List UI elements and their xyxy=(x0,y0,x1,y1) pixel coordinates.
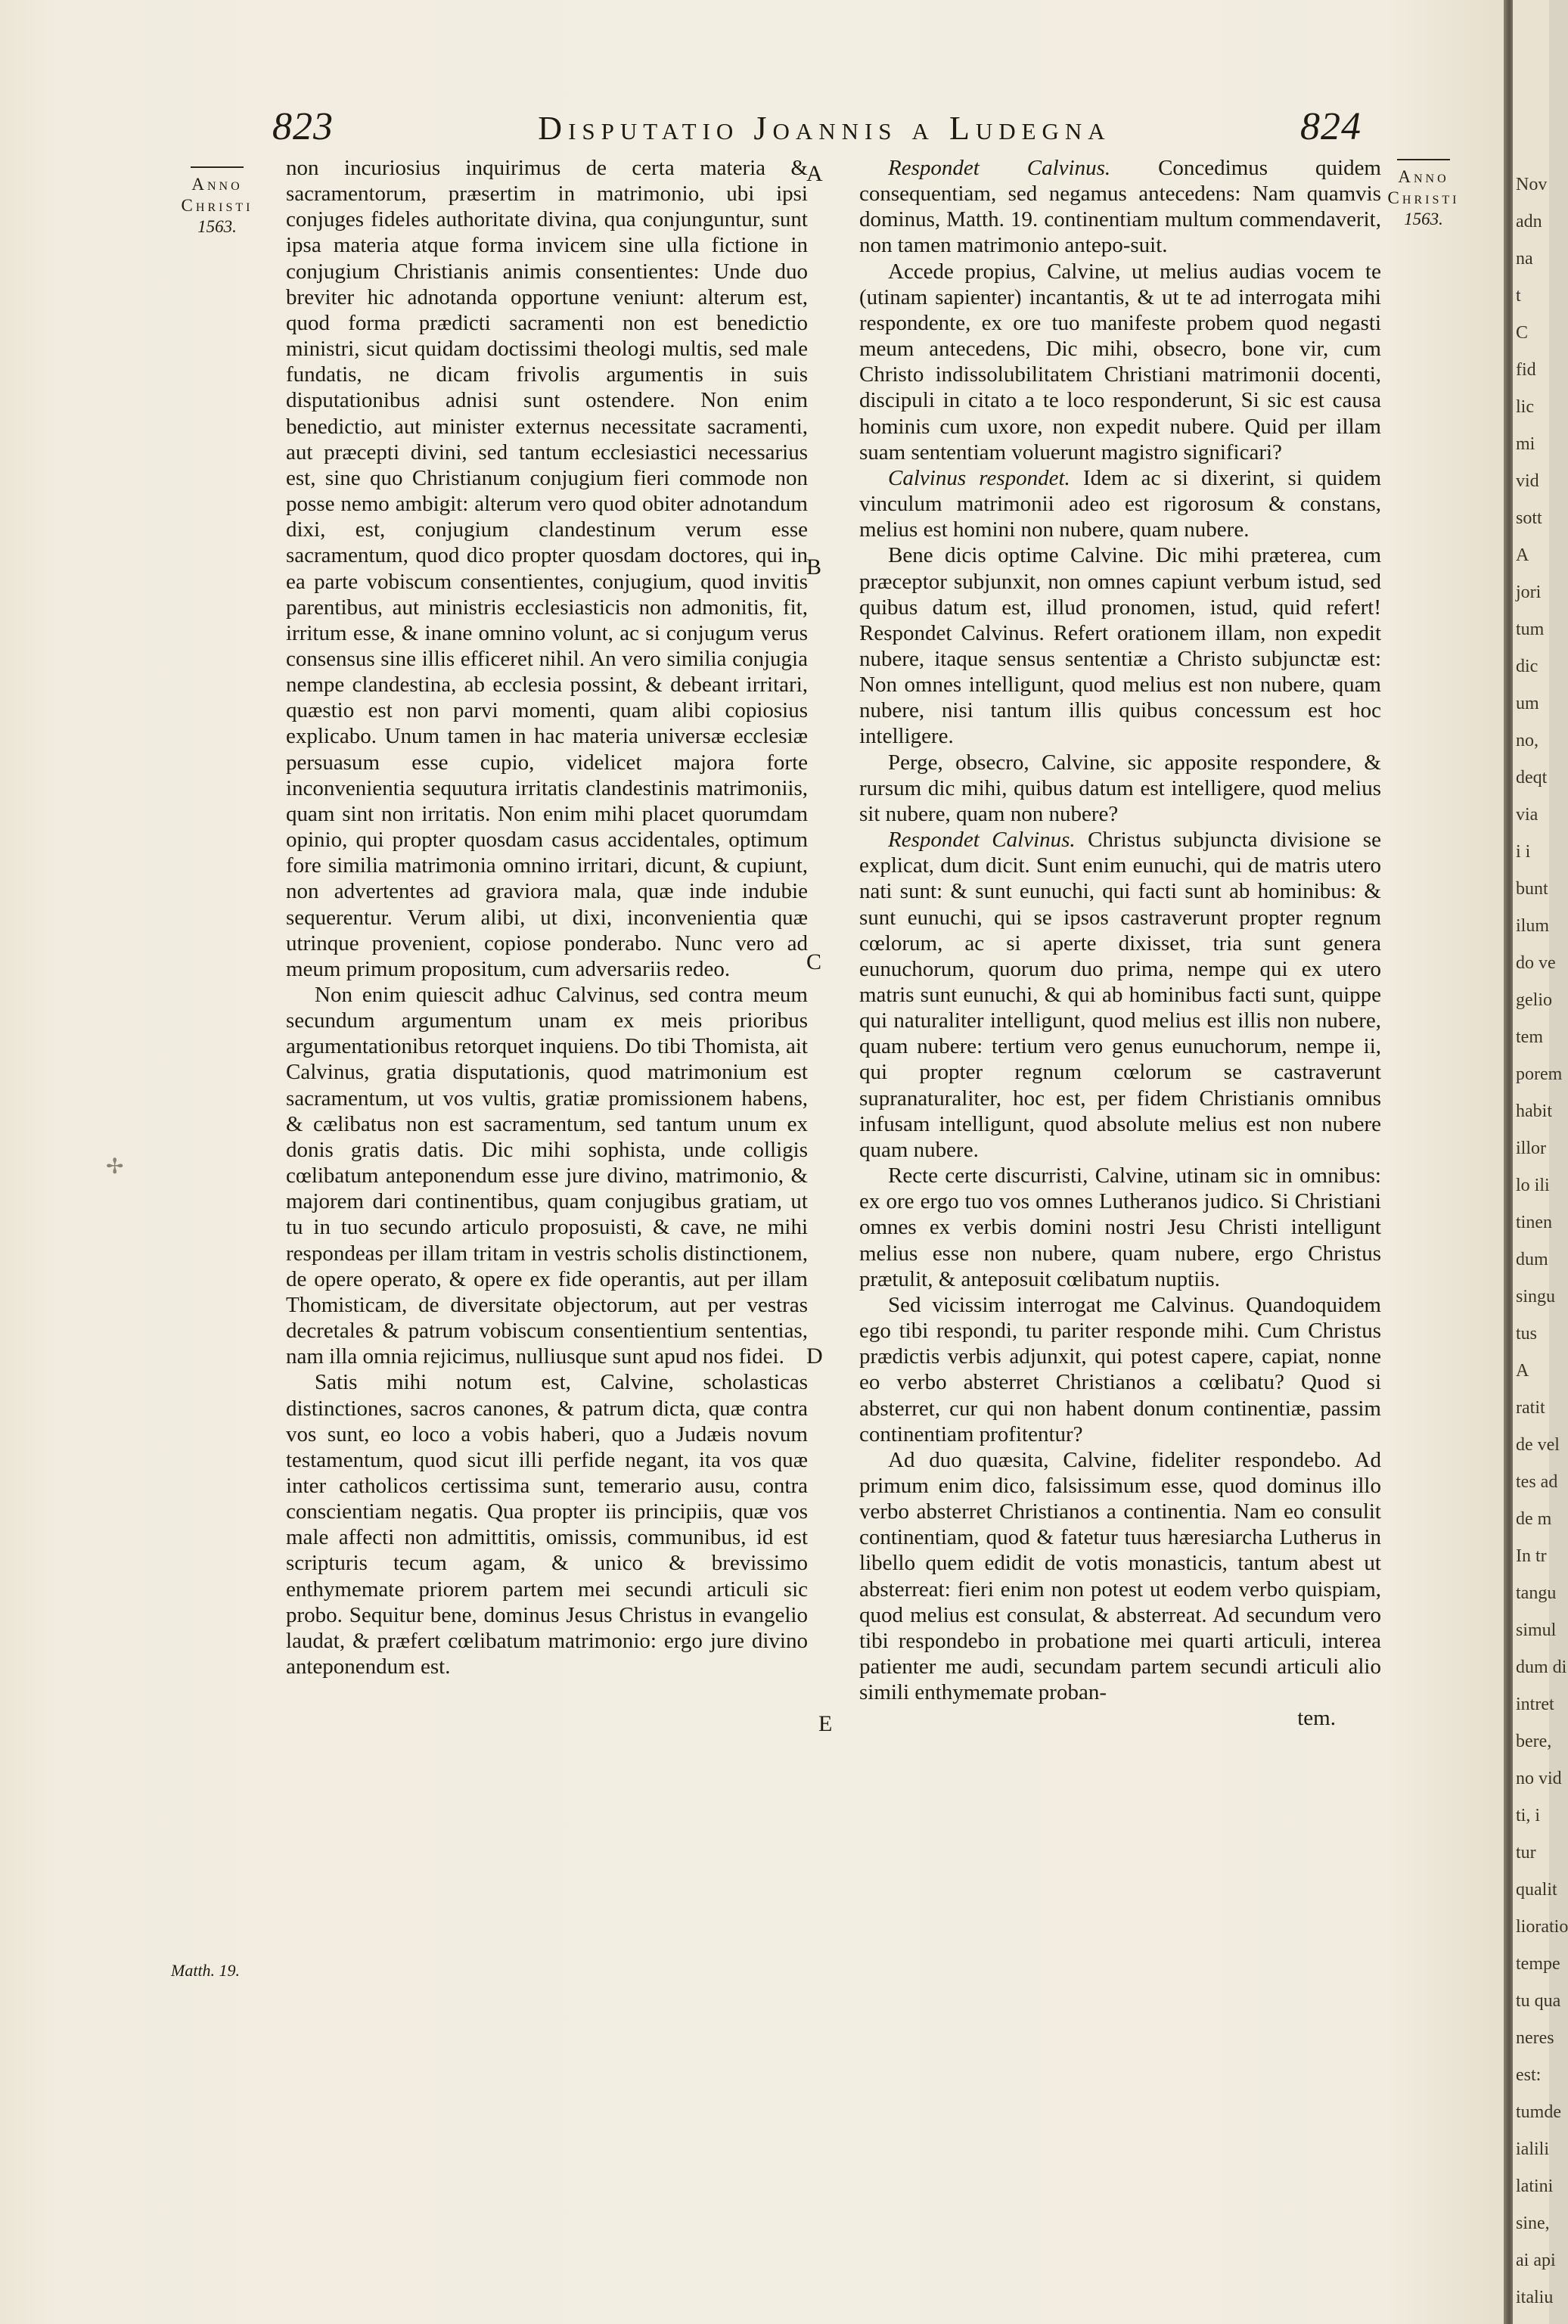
facing-page-fragment: ratit xyxy=(1516,1398,1545,1418)
facing-page-fragment: ilum xyxy=(1516,916,1550,936)
facing-page-fragment: In tr xyxy=(1516,1546,1547,1566)
page-header xyxy=(272,104,1362,157)
facing-page-fragment: Nov xyxy=(1516,175,1548,194)
facing-page-fragment: tes ad xyxy=(1516,1472,1558,1492)
facing-page-fragment: singu xyxy=(1516,1287,1556,1306)
facing-page-fragment: sott xyxy=(1516,508,1542,528)
margin-anno-left: Anno xyxy=(191,175,243,194)
margin-christi-left: Christi xyxy=(181,196,253,215)
facing-page-fragment: via xyxy=(1516,805,1539,825)
text-column-right xyxy=(859,155,1381,1732)
facing-page-edge xyxy=(1513,0,1568,2324)
paragraph-text: Idem ac si dixerint, si quidem vinculum matrimonii adeo est rigorosum & constans, melius est homini non nubere, quam nubere. xyxy=(859,465,1381,542)
paragraph-text: Accede propius, Calvine, ut melius audias vocem te (utinam sapienter) incantantis, & ut te ad interrogata mihi respondente, ex ore tuo manifeste probem quod negasti meum antecedens, Dic mihi, obsecro, bone vir, cum Christo indissolubilitatem Christiani matrimonii docenti, discipuli in citato a te loco responderunt, Si sic est causa hominis cum uxore, non expedit nubere. Quid per illam suam sententiam voluerunt magistro significari? xyxy=(859,259,1381,464)
section-letter-b: B xyxy=(806,555,822,579)
ink-mark: ✢ xyxy=(106,1154,124,1179)
book-spine xyxy=(1504,0,1513,2324)
margin-anno-right: Anno xyxy=(1398,167,1449,186)
paragraph-text: Sed vicissim interrogat me Calvinus. Quandoquidem ego tibi respondi, tu pariter responde mihi. Cum Christus prædictis verbis adjunxit, qui potest capere, capiat, nonne eo verbo absterret Christianos a cœlibatu? Quod si absterret, cur qui non habent donum continentiæ, passim continentiam profitentur? xyxy=(859,1292,1381,1446)
running-title: Disputatio Joannis a Ludegna xyxy=(538,110,1111,147)
margin-year-left-value: 1563. xyxy=(197,217,237,236)
facing-page-fragment: tangu xyxy=(1516,1583,1557,1603)
right-paragraph xyxy=(859,1705,1381,1731)
margin-rule-right xyxy=(1397,159,1450,160)
left-paragraph: non incuriosius inquirimus de certa materia & sacramentorum, præsertim in matrimonio, ubi ipsi conjuges fideles authoritate divina, qua conjunguntur, sunt ipsa materia atque forma invicem sine ulla fictione in conjugium Christianis animis consentientes: Unde duo breviter hic adnotanda opportune veniunt: alterum est, quod forma prædicti sacramenti non est benedictio ministri, sicut quidam doctissimi theologi multis, sed male fundatis, ne dicam frivolis argumentis in suis disputationibus adnisi sunt ostendere. Non enim benedictio, aut minister externus necessitate sacramenti, aut præcepti divini, sed tantum ecclesiastici necessarius est, sine quo Christianum conjugium fieri commode non posse nemo ambigit: alterum vero quod obiter adnotandum dixi, est, conjugium clandestinum verum esse sacramentum, quod dico propter quosdam doctores, qui in ea parte vobiscum consentientes, conjugium, quod invitis parentibus, aut ministris ecclesiasticis non admonitis, fit, irritum esse, & inane omnino volunt, ac si conjugum verus consensus sine illis efficeret nihil. An vero similia conjugia nempe clandestina, ab ecclesia possint, & debeant irritari, quæstio est non parvi momenti, quam alibi copiosius explicabo. Unum tamen in hac materia universæ ecclesiæ persuasum esse cupio, videlicet majora forte inconvenientia sequutura irritatis clandestinis matrimoniis, quam sint non irritatis. Non enim mihi placet quorumdam opinio, qui propter quosdam casus accidentales, optimum fore similia matrimonia omnino irritari, dicunt, & cupiunt, non advertentes ad graviora mala, quæ inde indubie sequerentur. Verum alibi, ut dixi, inconvenientia quæ utrinque provenient, copiose ponderabo. Nunc vero ad meum primum propositum, cum adversariis redeo. xyxy=(286,156,808,981)
right-paragraph xyxy=(859,542,1381,749)
facing-page-fragment: um xyxy=(1516,694,1539,713)
facing-page-fragment: tumde xyxy=(1516,2102,1561,2122)
facing-page-fragment: dum xyxy=(1516,1250,1548,1269)
facing-page-fragment: tinen xyxy=(1516,1213,1552,1232)
facing-page-fragment: tempe xyxy=(1516,1954,1560,1974)
facing-page-fragment: bunt xyxy=(1516,879,1548,899)
margin-year-right-value: 1563. xyxy=(1404,210,1443,228)
facing-page-fragment: latini xyxy=(1516,2176,1554,2196)
margin-scripture-reference: Matth. 19. xyxy=(171,1961,241,1980)
right-paragraph xyxy=(859,1447,1381,1706)
facing-page-fragment: sine, xyxy=(1516,2214,1550,2233)
section-letter-d: D xyxy=(806,1344,823,1369)
facing-page-fragment: no vid xyxy=(1516,1769,1562,1788)
facing-page-fragment: simul xyxy=(1516,1620,1557,1640)
section-letter-e: E xyxy=(818,1711,833,1736)
facing-page-fragment: tum xyxy=(1516,620,1545,639)
facing-page-fragment: lo ili xyxy=(1516,1176,1550,1195)
facing-page-fragment: vid xyxy=(1516,471,1539,491)
facing-page-fragment: bere, xyxy=(1516,1732,1552,1751)
facing-page-fragment: tu qua xyxy=(1516,1991,1561,2011)
facing-page-fragment: fid xyxy=(1516,360,1536,380)
paragraph-text: Perge, obsecro, Calvine, sic apposite respondere, & rursum dic mihi, quibus datum est intelligere, quod melius sit nubere, quam non nubere? xyxy=(859,750,1381,826)
facing-page-fragment: italiu xyxy=(1516,2288,1554,2307)
section-letter-c: C xyxy=(806,949,822,974)
paragraph-text: Bene dicis optime Calvine. Dic mihi præterea, cum præceptor subjunxit, non omnes capiunt verbum istud, sed quibus datum est, illud pronomen, istud, quid refert! Respondet Calvinus. Refert orationem illam, non expedit nubere, itaque sensus sententiæ a Christo subjunctæ est: Non omnes intelligunt, quod melius est non nubere, quam nubere, nisi tantum illis quibus concessum est hoc intelligere. xyxy=(859,543,1381,749)
facing-page-fragment: qualit xyxy=(1516,1880,1557,1900)
margin-rule-left xyxy=(191,166,244,168)
paragraph-text: Concedimus quidem consequentiam, sed negamus antecedens: Nam quamvis dominus, Matth. 19. continentiam multum commendaverit, non tamen matrimonio antepo-suit. xyxy=(859,156,1381,258)
facing-page-fragment: dum di xyxy=(1516,1658,1567,1677)
facing-page-fragment: no, xyxy=(1516,731,1539,750)
page-number-left: 823 xyxy=(272,105,334,148)
speaker-lead: Respondet Calvinus. xyxy=(888,156,1111,180)
facing-page-fragment: ialili xyxy=(1516,2139,1549,2159)
facing-page-fragment: adn xyxy=(1516,212,1542,231)
right-paragraph xyxy=(859,259,1381,465)
facing-page-fragment: tur xyxy=(1516,1843,1536,1863)
left-paragraph: Non enim quiescit adhuc Calvinus, sed contra meum secundum argumentum unam ex meis prioribus argumentationibus retorquet inquiens. Do tibi Thomista, ait Calvinus, gratia disputationis, quod matrimonium est sacramentum, ut vos vultis, gratiæ promissionem habens, & cælibatus non est sacramentum, sed tantum unum ex donis gratis datis. Dic mihi sophista, unde colligis cœlibatum anteponendum esse jure divino, matrimonio, & majorem dari continentibus, quam conjugibus gratiam, ut tu in tuo secundo articulo proposuisti, & cave, ne mihi respondeas per illam tritam in vestris scholis distinctionem, de opere operato, & opere ex fide operantis, aut per illam Thomisticam, de diversitate objectorum, aut per vestras decretales & patrum vobiscum consentientium sententias, nam illa omnia rejicimus, nulliusque sunt apud nos fidei. xyxy=(286,983,808,1369)
facing-page-fragment: lioratio xyxy=(1516,1917,1568,1937)
facing-page-fragment: na xyxy=(1516,249,1533,269)
facing-page-fragment: de vel xyxy=(1516,1435,1560,1455)
facing-page-fragment: gelio xyxy=(1516,990,1552,1010)
facing-page-fragment: ti, i xyxy=(1516,1806,1541,1825)
speaker-lead: Calvinus respondet. xyxy=(888,465,1070,490)
page-number-right: 824 xyxy=(1300,105,1362,148)
facing-page-fragment: de m xyxy=(1516,1509,1552,1529)
right-paragraph xyxy=(859,827,1381,1163)
paragraph-text: tem. xyxy=(1297,1706,1336,1731)
paragraph-text: Christus subjuncta divisione se explicat, dum dicit. Sunt enim eunuchi, qui de matris utero nati sunt: & sunt eunuchi, qui facti sunt ab hominibus: & sunt eunuchi, qui se ipsos castraverunt propter regnum cœlorum, ac si aperte dixisset, tria sunt genera eunuchorum, quorum duo prima, nempe qui ex utero matris sunt eunuchi, & qui ab hominibus facti sunt, quippe qui naturaliter intelligunt, quod melius est illis non nubere, quam nubere: tertium vero genus eunuchorum, nempe ii, qui propter regnum cœlorum se castraverunt supranaturaliter, hoc est, per fidem Christianis omnibus infusam intelligunt, quod absolute melius est non nubere quam nubere. xyxy=(859,828,1381,1162)
facing-page-fragment: do ve xyxy=(1516,953,1556,973)
paragraph-text: Ad duo quæsita, Calvine, fideliter respondebo. Ad primum enim dico, falsissimum esse, quod dominus illo verbo absterret Christianos a continentia. Nam eo consulit continentiam, quod & fatetur tuus hæresiarcha Lutherus in libello quem edidit de votis monasticis, tantum abest ut absterreat: fieri enim non potest ut eodem verbo quispiam, quod melius est consulat, & absterreat. Ad secundum vero tibi respondebo in probatione mei quarti articuli, interea patienter me audi, secundam partem secundi articuli alio simili enthymemate proban- xyxy=(859,1447,1381,1705)
facing-page-fragment: illor xyxy=(1516,1139,1546,1158)
facing-page-fragment: intret xyxy=(1516,1695,1554,1714)
facing-page-fragment: est: xyxy=(1516,2065,1542,2085)
facing-page-fragment: A xyxy=(1516,1361,1529,1381)
right-paragraph xyxy=(859,750,1381,827)
facing-page-fragment: t xyxy=(1516,286,1521,306)
facing-page-fragment: C xyxy=(1516,323,1529,343)
facing-page-fragment: tus xyxy=(1516,1324,1538,1344)
margin-christi-right: Christi xyxy=(1387,188,1460,207)
facing-page-fragment: tem xyxy=(1516,1027,1543,1047)
facing-page-fragment: neres xyxy=(1516,2028,1554,2048)
facing-page-fragment: lic xyxy=(1516,397,1534,417)
facing-page-fragment: i i xyxy=(1516,842,1531,862)
margin-year-left xyxy=(168,166,266,238)
section-letter-a: A xyxy=(806,161,823,186)
facing-page-fragment: jori xyxy=(1516,583,1542,602)
speaker-lead: Respondet Calvinus. xyxy=(888,828,1076,853)
facing-page-fragment: deqt xyxy=(1516,768,1548,788)
facing-page-fragment: porem xyxy=(1516,1064,1563,1084)
facing-page-fragment: mi xyxy=(1516,434,1535,454)
facing-page-fragment: habit xyxy=(1516,1101,1552,1121)
facing-page-fragment: A xyxy=(1516,545,1529,565)
right-paragraph xyxy=(859,465,1381,542)
left-paragraph: Satis mihi notum est, Calvine, scholasticas distinctiones, sacros canones, & patrum dicta, quæ contra vos sunt, eo loco a vobis haberi, quo a Judæis novum testamentum, quod sicut illi perfide negant, ita vos quæ inter catholicos certissima sunt, temerario ausu, contra conscientiam negatis. Qua propter iis principiis, quæ vos male affecti non admittitis, omissis, communibus, id est scripturis tecum agam, & unico & brevissimo enthymemate priorem partem mei secundi articuli sic probo. Sequitur bene, dominus Jesus Christus in evangelio laudat, & præfert cœlibatum matrimonio: ergo jure divino anteponendum est. xyxy=(286,1370,808,1679)
facing-page-fragment: dic xyxy=(1516,657,1539,676)
facing-page-fragment: ai api xyxy=(1516,2251,1556,2270)
margin-year-right xyxy=(1371,159,1476,230)
right-paragraph xyxy=(859,155,1381,259)
text-column-left xyxy=(286,155,808,1679)
paragraph-text: Recte certe discurristi, Calvine, utinam sic in omnibus: ex ore ergo tuo vos omnes Lutheranos judico. Si Christiani omnes ex verbis domini nostri Jesu Christi intelligunt melius esse non nubere, quam nubere, ergo Christus prætulit, & anteposuit cœlibatum nuptiis. xyxy=(859,1164,1381,1291)
right-paragraph xyxy=(859,1292,1381,1447)
right-paragraph xyxy=(859,1163,1381,1292)
